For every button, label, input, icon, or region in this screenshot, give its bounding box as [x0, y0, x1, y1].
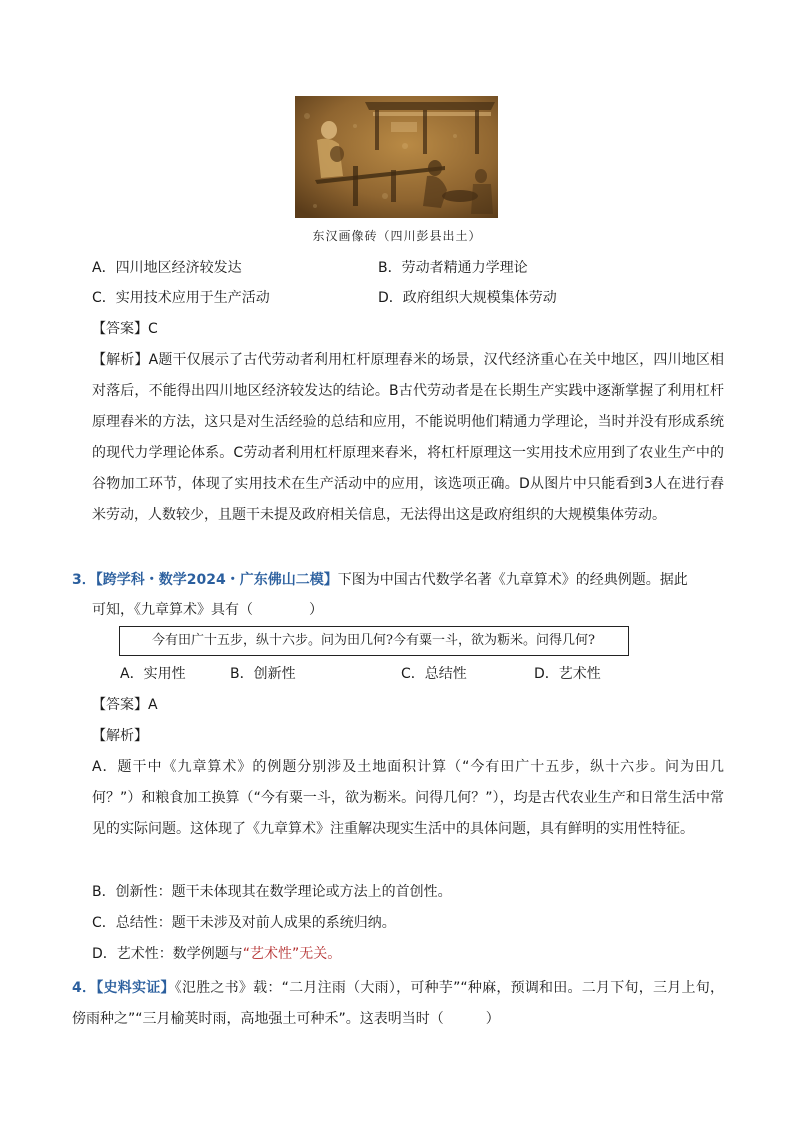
q3-analysis-d-text: D．艺术性：数学例题与 [92, 946, 243, 962]
q2-answer [92, 319, 158, 339]
q2-analysis-text: A题干仅展示了古代劳动者利用杠杆原理舂米的场景，汉代经济重心在关中地区，四川地区相对落后，不能得出四川地区经济较发达的结论。B古代劳动者是在长期生产实践中逐渐掌握了利用杠杆原理舂米的方法，这只是对生活经验的总结和应用，不能说明他们精通力学理论，当时并没有形成系统的现代力学理论体系。C劳动者利用杠杆原理来舂米，将杠杆原理这一实用技术应用到了农业生产中的谷物加工环节，体现了实用技术在生产活动中的应用，该选项正确。D从图片中只能看到3人在进行舂米劳动，人数较少，且题干未提及政府相关信息，无法得出这是政府组织的大规模集体劳动。 [92, 352, 725, 523]
q3-source: 【跨学科・数学2024・广东佛山二模】 [95, 572, 338, 588]
q3-stem-line2: 可知，《九章算术》具有（ ） [92, 602, 323, 618]
q3-analysis-d-highlight: “艺术性”无关。 [242, 946, 342, 962]
q3-answer [92, 695, 158, 715]
q2-option-a: A．四川地区经济较发达 [92, 260, 242, 276]
q3-answer-tag: 【答案】 [92, 697, 148, 713]
q3-option-d: D．艺术性 [534, 666, 601, 682]
q3-option-c: C．总结性 [401, 666, 467, 682]
q2-answer-tag: 【答案】 [92, 321, 148, 337]
q3-stem-1: 下图为中国古代数学名著《九章算术》的经典例题。据此 [337, 572, 688, 588]
q3-option-a: A．实用性 [120, 666, 186, 682]
q2-analysis [92, 345, 724, 531]
q3-stem-line1 [72, 570, 688, 590]
q2-option-b: B．劳动者精通力学理论 [378, 260, 528, 276]
q2-option-d: D．政府组织大规模集体劳动 [378, 290, 557, 306]
q3-analysis-d [92, 944, 341, 964]
q2-option-c: C．实用技术应用于生产活动 [92, 290, 270, 306]
q2-analysis-tag: 【解析】 [92, 352, 149, 368]
q3-number: 3． [72, 572, 96, 588]
q2-answer-value: C [148, 321, 158, 337]
q3-analysis-a: A．题干中《九章算术》的例题分别涉及土地面积计算（“今有田广十五步，纵十六步。问为田几何？”）和粮食加工换算（“今有粟一斗，欲为粝米。问得几何？”），均是古代农业生产和日常生活中常见的实际问题。这体现了《九章算术》注重解决现实生活中的具体问题，具有鲜明的实用性特征。 [92, 759, 724, 837]
q3-answer-value: A [148, 697, 158, 713]
q3-analysis-c: C．总结性：题干未涉及对前人成果的系统归纳。 [92, 915, 396, 931]
q3-option-b: B．创新性 [230, 666, 296, 682]
figure-caption: 东汉画像砖（四川彭县出土） [312, 229, 482, 243]
q4-number: 4． [72, 980, 97, 996]
q3-analysis-tag: 【解析】 [92, 728, 148, 744]
q4-stem-text: 《氾胜之书》载：“二月注雨（大雨），可种芋”“种麻，预调和田。二月下旬，三月上旬，傍雨种之”“三月榆荚时雨，高地强土可种禾”。这表明当时（ ） [72, 980, 724, 1027]
han-pictorial-brick-image [295, 96, 498, 218]
q3-excerpt-text: 今有田广十五步，纵十六步。问为田几何?今有粟一斗，欲为粝米。问得几何? [152, 633, 595, 648]
q4-source: 【史料实证】 [96, 980, 175, 996]
q4-stem [72, 973, 724, 1035]
q3-analysis-b: B．创新性：题干未体现其在数学理论或方法上的首创性。 [92, 884, 452, 900]
